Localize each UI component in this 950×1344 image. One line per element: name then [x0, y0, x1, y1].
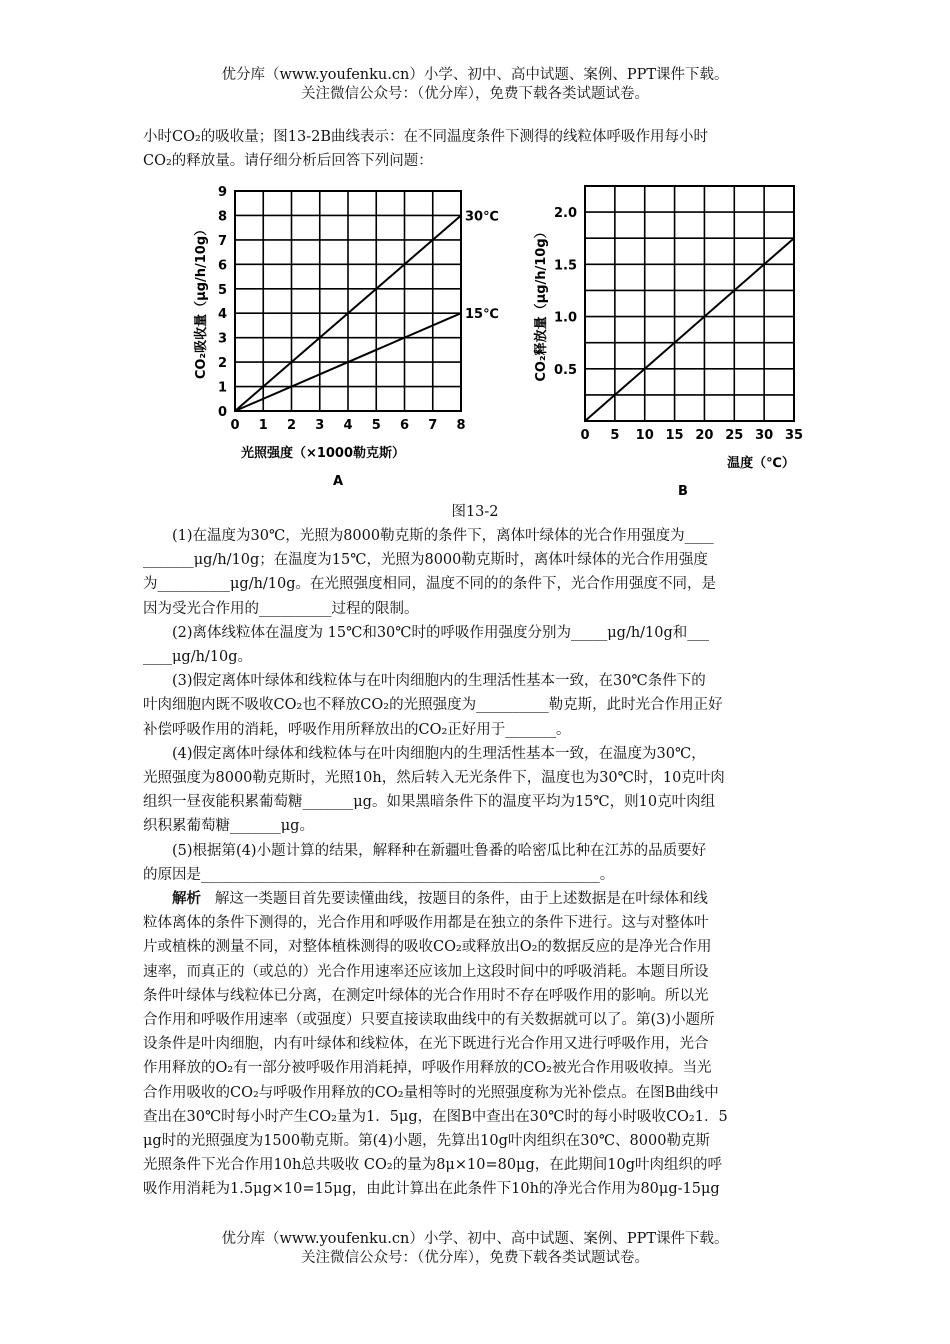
x-tick-label: 0 [580, 428, 590, 443]
x-tick-label: 25 [725, 428, 744, 443]
intro-line-2: CO₂的释放量。请仔细分析后回答下列问题： [143, 153, 433, 170]
analysis-line-8: 作用释放的O₂有一部分被呼吸作用消耗掉，呼吸作用释放的CO₂被光合作用吸收掉。当光 [143, 1060, 712, 1077]
q3-line-1: (3)假定离体叶绿体和线粒体与在叶肉细胞内的生理活性基本一致，在30℃条件下的 [172, 673, 706, 690]
x-tick-label: 8 [456, 418, 466, 433]
x-tick-label: 6 [399, 418, 410, 433]
x-tick-label: 1 [258, 418, 268, 433]
page-header [0, 66, 950, 104]
q3-line-2: 叶肉细胞内既不吸收CO₂也不释放CO₂的光照强度为__________勒克斯，此时光合作用正好 [143, 697, 723, 714]
q1-line-2: _______μg/h/10g；在温度为15℃，光照为8000勒克斯时，离体叶绿体的光合作用强度 [143, 552, 708, 569]
header-line-2: 关注微信公众号：（优分库），免费下载各类试题试卷。 [301, 86, 649, 102]
x-tick-label: 5 [610, 428, 620, 443]
panel-label: B [678, 484, 688, 499]
x-tick-label: 5 [371, 418, 381, 433]
q1-line-3: 为__________μg/h/10g。在光照强度相同，温度不同的的条件下，光合作用强度不同，是 [143, 576, 717, 593]
analysis-text-1: 解这一类题目首先要读懂曲线，按题目的条件，由于上述数据是在叶绿体和线 [214, 891, 708, 908]
x-tick-label: 0 [230, 418, 240, 433]
x-tick-label: 4 [343, 418, 353, 433]
series-label: 30℃ [465, 209, 499, 225]
x-tick-label: 10 [635, 428, 654, 443]
y-tick-label: 6 [217, 258, 227, 274]
y-tick-label: 1.5 [553, 258, 577, 274]
analysis-line-7: 设条件是叶肉细胞，内有叶绿体和线粒体，在光下既进行光合作用又进行呼吸作用，光合 [143, 1036, 709, 1053]
y-tick-label: 8 [217, 209, 227, 225]
series-label: 15℃ [465, 307, 499, 323]
intro-text [143, 125, 808, 173]
chart-b [523, 176, 823, 499]
intro-line-1: 小时CO₂的吸收量；图13-2B曲线表示：在不同温度条件下测得的线粒体呼吸作用每小时 [143, 129, 709, 145]
y-tick-label: 9 [217, 185, 227, 200]
analysis-line-3: 片或植株的测量不同，对整体植株测得的吸收CO₂或释放出O₂的数据反应的是净光合作用 [143, 939, 712, 956]
y-tick-label: 3 [217, 331, 227, 347]
analysis-line-13: 吸作用消耗为1.5μg×10=15μg，由此计算出在此条件下10h的净光合作用为80μg-15μg [143, 1181, 720, 1198]
q5-line-1: (5)根据第(4)小题计算的结果，解释种在新疆吐鲁番的哈密瓜比种在江苏的品质要好 [172, 842, 707, 859]
y-tick-label: 1.0 [553, 310, 577, 326]
q1-line-4: 因为受光合作用的__________过程的限制。 [143, 600, 419, 617]
analysis-line-1 [143, 887, 808, 911]
y-axis-label: CO₂吸收量（μg/h/10g） [194, 222, 209, 380]
analysis-line-4: 速率，而真正的（或总的）光合作用速率还应该加上这段时间中的呼吸消耗。本题目所设 [143, 963, 709, 980]
q5-line-2: 的原因是_______________________________________________________。 [143, 866, 615, 883]
plot-frame [585, 186, 794, 421]
x-tick-label: 2 [286, 418, 297, 433]
q1-line-1: (1)在温度为30℃，光照为8000勒克斯的条件下，离体叶绿体的光合作用强度为____ [172, 528, 714, 544]
chart-a [183, 176, 499, 496]
y-tick-label: 2.0 [553, 206, 577, 222]
footer-line-2: 关注微信公众号：（优分库），免费下载各类试题试卷。 [301, 1250, 649, 1266]
y-tick-label: 2 [217, 356, 227, 372]
y-tick-label: 4 [217, 307, 227, 323]
q4-line-4: 织积累葡萄糖_______μg。 [143, 818, 314, 835]
series-line [585, 238, 794, 421]
header-line-1: 优分库（www.youfenku.cn）小学、初中、高中试题、案例、PPT课件下载。 [221, 67, 729, 83]
figure-13-2 [143, 176, 808, 516]
x-tick-label: 35 [784, 428, 804, 443]
q2-line-1: (2)离体线粒体在温度为 15℃和30℃时的呼吸作用强度分别为_____μg/h/10g和___ [172, 624, 710, 641]
q3-line-3: 补偿呼吸作用的消耗，呼吸作用所释放出的CO₂正好用于_______。 [143, 721, 571, 738]
analysis-line-11: μg时的光照强度为1500勒克斯。第(4)小题，先算出10g叶肉组织在30℃、8000勒克斯 [143, 1133, 710, 1150]
y-tick-label: 0.5 [553, 362, 577, 378]
y-tick-label: 0 [217, 405, 227, 420]
analysis-line-5: 条件叶绿体与线粒体已分离，在测定叶绿体的光合作用时不存在呼吸作用的影响。所以光 [143, 987, 709, 1004]
y-axis-label: CO₂释放量（μg/h/10g） [534, 225, 549, 382]
x-tick-label: 7 [428, 418, 438, 433]
x-tick-label: 20 [695, 428, 714, 443]
footer-line-1: 优分库（www.youfenku.cn）小学、初中、高中试题、案例、PPT课件下载。 [221, 1231, 729, 1247]
q2-line-2: ____μg/h/10g。 [143, 649, 253, 666]
analysis-line-6: 合作用和呼吸作用速率（或强度）只要直接读取曲线中的有关数据就可以了。第(3)小题所 [143, 1012, 715, 1029]
analysis-line-10: 查出在30℃时每小时产生CO₂量为1．5μg，在图B中查出在30℃时的每小时吸收CO₂1．5 [143, 1108, 728, 1125]
figure-caption: 图13-2 [451, 504, 499, 520]
q4-line-1: (4)假定离体叶绿体和线粒体与在叶肉细胞内的生理活性基本一致，在温度为30℃， [172, 745, 706, 762]
y-tick-label: 1 [217, 380, 227, 396]
x-tick-label: 30 [755, 428, 774, 443]
x-axis-label: 温度（℃） [727, 456, 795, 471]
q4-line-3: 组织一昼夜能积累葡萄糖_______μg。如果黑暗条件下的温度平均为15℃，则10克叶肉组 [143, 794, 716, 811]
x-axis-label: 光照强度（×1000勒克斯） [240, 446, 406, 461]
page-footer [0, 1230, 950, 1268]
analysis-line-2: 粒体离体的条件下测得的，光合作用和呼吸作用都是在独立的条件下进行。这与对整体叶 [143, 915, 709, 932]
panel-label: A [332, 474, 344, 489]
analysis-line-9: 合作用吸收的CO₂与呼吸作用释放的CO₂量相等时的光照强度称为光补偿点。在图B曲线中 [143, 1084, 719, 1101]
y-tick-label: 5 [217, 282, 227, 298]
q4-line-2: 光照强度为8000勒克斯时，光照10h，然后转入无光条件下，温度也为30℃时，10克叶肉 [143, 770, 725, 787]
y-tick-label: 7 [217, 233, 227, 249]
analysis-line-12: 光照条件下光合作用10h总共吸收 CO₂的量为8μ×10=80μg，在此期间10g叶肉组织的呼 [143, 1157, 722, 1174]
questions [143, 524, 808, 1202]
x-tick-label: 3 [315, 418, 325, 433]
x-tick-label: 15 [665, 428, 684, 443]
analysis-label: 解析 [172, 890, 201, 908]
